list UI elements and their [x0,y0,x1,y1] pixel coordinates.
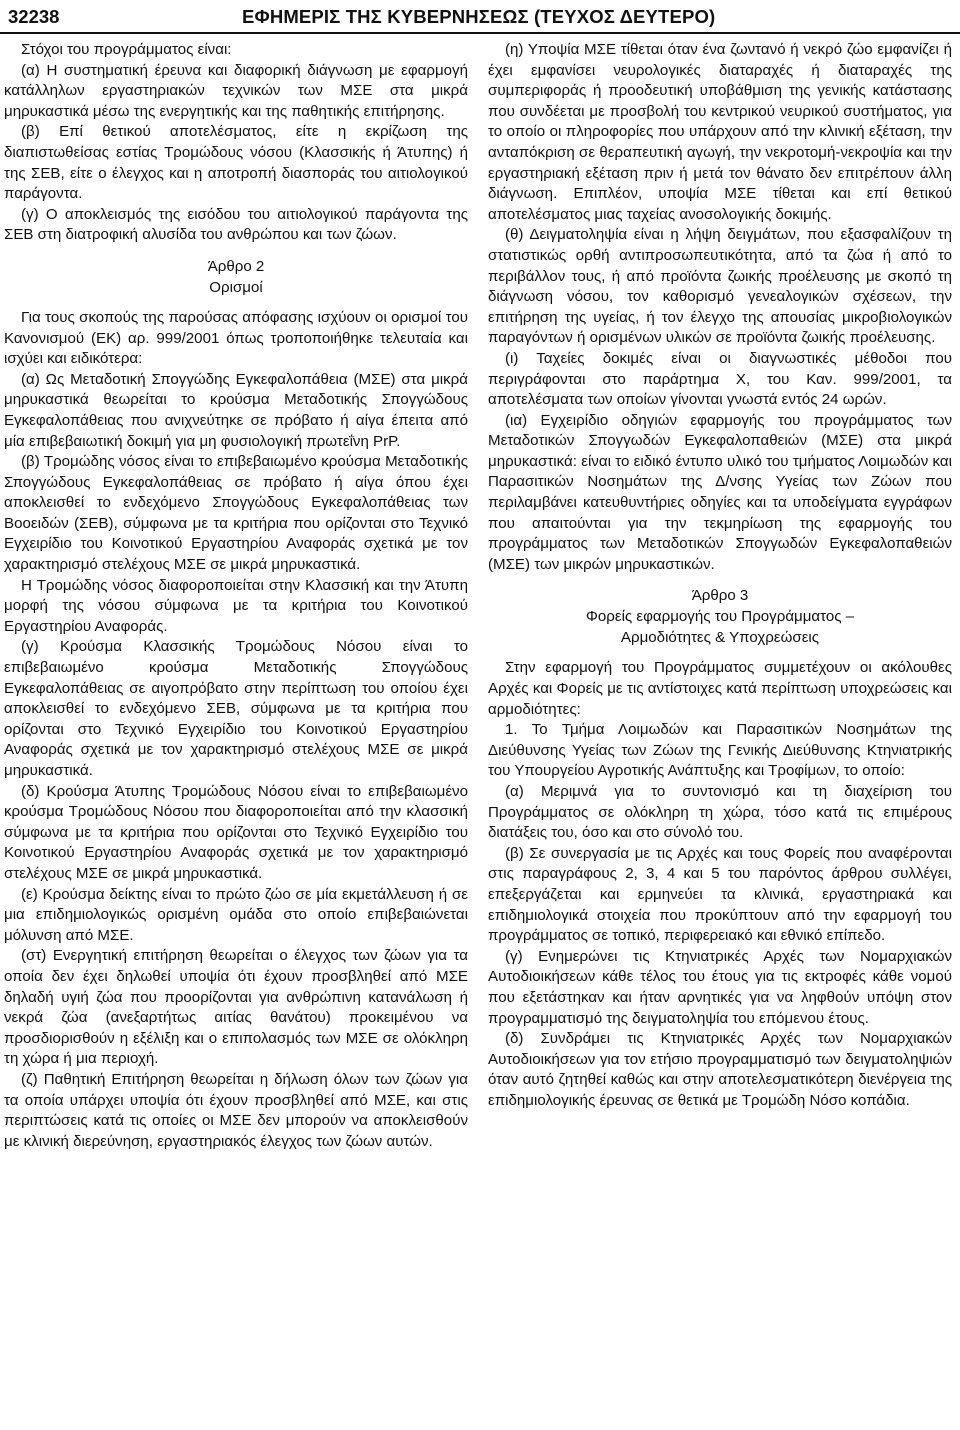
paragraph: (δ) Κρούσμα Άτυπης Τρομώδους Νόσου είναι το επιβεβαιωμένο κρούσμα Τρομώδους Νόσου που διαφοροποιείται από την κλασσική σύμφωνα με τα κριτήρια που ορίζονται στο Τεχνικό Εγχειρίδιο του Κοινοτικού Εργαστηρίου Αναφοράς σχετικά με τον χαρακτηρισμό στελέχους ΜΣΕ σε μικρά μηρυκαστικά. [4,782,468,882]
paragraph: (η) Υποψία ΜΣΕ τίθεται όταν ένα ζωντανό ή νεκρό ζώο εμφανίζει ή έχει εμφανίσει νευρολογικές διαταραχές ή διαταραχές της συμπεριφοράς ή προοδευτική υποβάθμιση της γενικής κατάστασης που συνδέεται με προσβολή του κεντρικού νευρικού συστήματος, για το οποίο οι πληροφορίες που υπάρχουν από την κλινική εξέταση, την ανταπόκριση σε θεραπευτική αγωγή, την νεκροτομή-νεκροψία και την εργαστηριακή εξέταση πριν ή μετά τον θάνατο δεν επιτρέπουν άλλη διάγνωση. Επιπλέον, υποψία ΜΣΕ τίθεται και επί θετικού αποτελέσματος μιας ταχείας ανοσολογικής δοκιμής. [488,41,952,223]
paragraph: (γ) Ο αποκλεισμός της εισόδου του αιτιολογικού παράγοντα της ΣΕΒ στη διατροφική αλυσίδα του ανθρώπου και των ζώων. [4,205,468,244]
article-2-heading [4,256,468,308]
paragraph: 1. Το Τμήμα Λοιμωδών και Παρασιτικών Νοσημάτων της Διεύθυνσης Υγείας των Ζώων της Γενικής Διεύθυνσης Κτηνιατρικής του Υπουργείου Αγροτικής Ανάπτυξης και Τροφίμων, το οποίο: [488,721,952,780]
paragraph: (β) Σε συνεργασία με τις Αρχές και τους Φορείς που αναφέρονται στις παραγράφους 2, 3, 4 και 5 του παρόντος άρθρου συλλέγει, επεξεργάζεται και ερμηνεύει τα κλινικά, εργαστηριακά και επιδημιολογικά στοιχεία που προκύπτουν από την εφαρμογή του προγράμματος σε τοπικό, περιφερειακό και εθνικό επίπεδο. [488,844,952,945]
header-rule [0,32,960,34]
paragraph: (στ) Ενεργητική επιτήρηση θεωρείται ο έλεγχος των ζώων για τα οποία δεν έχει δηλωθεί υποψία ότι έχουν προσβληθεί από ΜΣΕ δηλαδή υγιή ζώα που προορίζονται για ανθρώπινη κατανάλωση ή νεκρά ζώα (ανεξαρτήτως αιτίας θανάτου) προκειμένου να προσδιορισθούν η εξέλιξη και ο επιπολασμός των ΜΣΕ σε ολόκληρη τη χώρα ή μια περιοχή. [4,947,468,1068]
paragraph: Στόχοι του προγράμματος είναι: [21,41,232,58]
paragraph: (δ) Συνδράμει τις Κτηνιατρικές Αρχές των Νομαρχιακών Αυτοδιοικήσεων για τον ετήσιο προγραμματισμό των δειγματοληψιών όταν αυτό ζητηθεί καθώς και στην αποτελεσματικότερη διενέργεια της επιδημιολογικής έρευνας σε θετικά με Τρομώδη Νόσο κοπάδια. [488,1030,952,1109]
paragraph: Στην εφαρμογή του Προγράμματος συμμετέχουν οι ακόλουθες Αρχές και Φορείς με τις αντίστοιχες κατά περίπτωση υποχρεώσεις και αρμοδιότητες: [488,659,952,718]
paragraph: (γ) Κρούσμα Κλασσικής Τρομώδους Νόσου είναι το επιβεβαιωμένο κρούσμα Μεταδοτικής Σπογγώδους Εγκεφαλοπάθειας σε αιγοπρόβατο στην περίπτωση του οποίου έχει αποκλεισθεί το ενδεχόμενο ΣΕΒ, σύμφωνα με τα κριτήρια που ορίζονται στο Τεχνικό Εγχειρίδιο του Κοινοτικού Εργαστηρίου Αναφοράς σχετικά με τον χαρακτηρισμό στελέχους ΜΣΕ σε μικρά μηρυκαστικά. [4,638,468,779]
paragraph: (ζ) Παθητική Επιτήρηση θεωρείται η δήλωση όλων των ζώων για τα οποία υπάρχει υποψία ότι έχουν προσβληθεί από ΜΣΕ, και στις περιπτώσεις κατά τις οποίες οι ΜΣΕ δεν μπορούν να αποκλεισθούν με κλινική διερεύνηση, εργαστηριακός έλεγχος των ζώων αυτών. [4,1070,468,1150]
paragraph: (α) Μεριμνά για το συντονισμό και τη διαχείριση του Προγράμματος σε ολόκληρη τη χώρα, τόσο κατά τις επιμέρους διατάξεις του, όσο και στο σύνολό του. [488,783,952,842]
paragraph: (θ) Δειγματοληψία είναι η λήψη δειγμάτων, που εξασφαλίζουν τη στατιστικώς ορθή αντιπροσωπευτικότητα, από τα ζώα ή από το περιβάλλον τους, ή από προϊόντα ζωικής προέλευσης με σκοπό τη διάγνωση νόσου, τον καθορισμό γενεαλογικών σχέσεων, την επιτήρηση της υγείας, ή τον έλεγχο της απουσίας μικροβιολογικών παραγόντων ή ορισμένων υλικών σε προϊόντα ζωικής προέλευσης. [488,226,952,347]
paragraph: (ι) Ταχείες δοκιμές είναι οι διαγνωστικές μέθοδοι που περιγράφονται στο παράρτημα Χ, του Καν. 999/2001, τα αποτελέσματα των οποίων γίνονται γνωστά εντός 24 ωρών. [488,349,952,409]
journal-title: ΕΦΗΜΕΡΙΣ ΤΗΣ ΚΥΒΕΡΝΗΣΕΩΣ (ΤΕΥΧΟΣ ΔΕΥΤΕΡΟ) [242,6,716,27]
paragraph: (γ) Ενημερώνει τις Κτηνιατρικές Αρχές των Νομαρχιακών Αυτοδιοικήσεων κάθε τέλος του έτους για τις εκτροφές κάθε νομού που εξετάστηκαν και ήταν αρνητικές για να ληφθούν υπόψη στον προγραμματισμό της δειγματοληψία του επόμενου έτους. [488,947,952,1027]
paragraph: (β) Τρομώδης νόσος είναι το επιβεβαιωμένο κρούσμα Μεταδοτικής Σπογγώδους Εγκεφαλοπάθειας σε πρόβατο ή αίγα όπου έχει αποκλεισθεί το ενδεχόμενο Σπογγώδους Εγκεφαλοπάθειας των Βοοειδών (ΣΕΒ), σύμφωνα με τα κριτήρια που ορίζονται στο Τεχνικό Εγχειρίδιο του Κοινοτικού Εργαστηρίου Αναφοράς σχετικά με τον χαρακτηρισμό στελέχους ΜΣΕ σε μικρά μηρυκαστικά. [4,453,468,574]
page-number: 32238 [8,6,60,27]
article-3-heading [488,585,952,658]
paragraph: (ια) Εγχειρίδιο οδηγιών εφαρμογής του προγράμματος των Μεταδοτικών Σπογγωδών Εγκεφαλοπαθειών (ΜΣΕ) στα μικρά μηρυκαστικά: είναι το ειδικό έντυπο υλικό του τμήματος Λοιμωδών και Παρασιτικών Νοσημάτων της Δ/νσης Υγείας των Ζώων που περιλαμβάνει κατευθυντήριες οδηγίες και τα υποδείγματα εγγράφων που απαιτούνται για την τεκμηρίωση της εφαρμογής του προγράμματος των Μεταδοτικών Σπογγωδών Εγκεφαλοπαθειών (ΜΣΕ) των μικρών μηρυκαστικών. [488,411,952,573]
article-title-line: Φορείς εφαρμογής του Προγράμματος – [585,608,855,626]
right-column [488,40,952,1112]
article-title-line: Αρμοδιότητες & Υποχρεώσεις [620,629,820,647]
paragraph: Για τους σκοπούς της παρούσας απόφασης ισχύουν οι ορισμοί του Κανονισμού (ΕΚ) αρ. 999/2001 όπως τροποποιήθηκε τελευταία και ισχύει και ειδικότερα: [4,308,468,368]
paragraph: (α) Η συστηματική έρευνα και διαφορική διάγνωση με εφαρμογή κατάλληλων εργαστηριακών τεχνικών των ΜΣΕ στα μικρά μηρυκαστικά μέσω της ενεργητικής και της παθητικής επιτήρησης. [4,61,468,120]
paragraph: (ε) Κρούσμα δείκτης είναι το πρώτο ζώο σε μία εκμετάλλευση ή σε μια επιδημιολογικώς ορισμένη ομάδα στο οποίο επιβεβαιώνεται μόλυνση από ΜΣΕ. [4,885,468,944]
article-number: Άρθρο 2 [207,257,265,275]
article-number: Άρθρο 3 [691,587,749,605]
page-header [8,6,952,32]
paragraph: (β) Επί θετικού αποτελέσματος, είτε η εκρίζωση της διαπιστωθείσας εστίας Τρομώδους νόσου (Κλασσικής ή Άτυπης) ή της ΣΕΒ, είτε ο έλεγχος και η αποτροπή διασποράς του αιτιολογικού παράγοντα. [4,123,468,203]
paragraph: (α) Ως Μεταδοτική Σπογγώδης Εγκεφαλοπάθεια (ΜΣΕ) στα μικρά μηρυκαστικά θεωρείται το κρούσμα Μεταδοτικής Σπογγώδους Εγκεφαλοπάθειας που ανιχνεύτηκε σε πρόβατο ή αίγα έπειτα από μία επιβεβαιωτική δοκιμή για μη φυσιολογική πρωτεΐνη PrP. [4,370,468,450]
paragraph: Η Τρομώδης νόσος διαφοροποιείται στην Κλασσική και την Άτυπη μορφή της νόσου σύμφωνα με τα κριτήρια του Κοινοτικού Εργαστηρίου Αναφοράς. [4,576,468,635]
article-title: Ορισμοί [209,278,263,296]
left-column [4,40,468,1152]
